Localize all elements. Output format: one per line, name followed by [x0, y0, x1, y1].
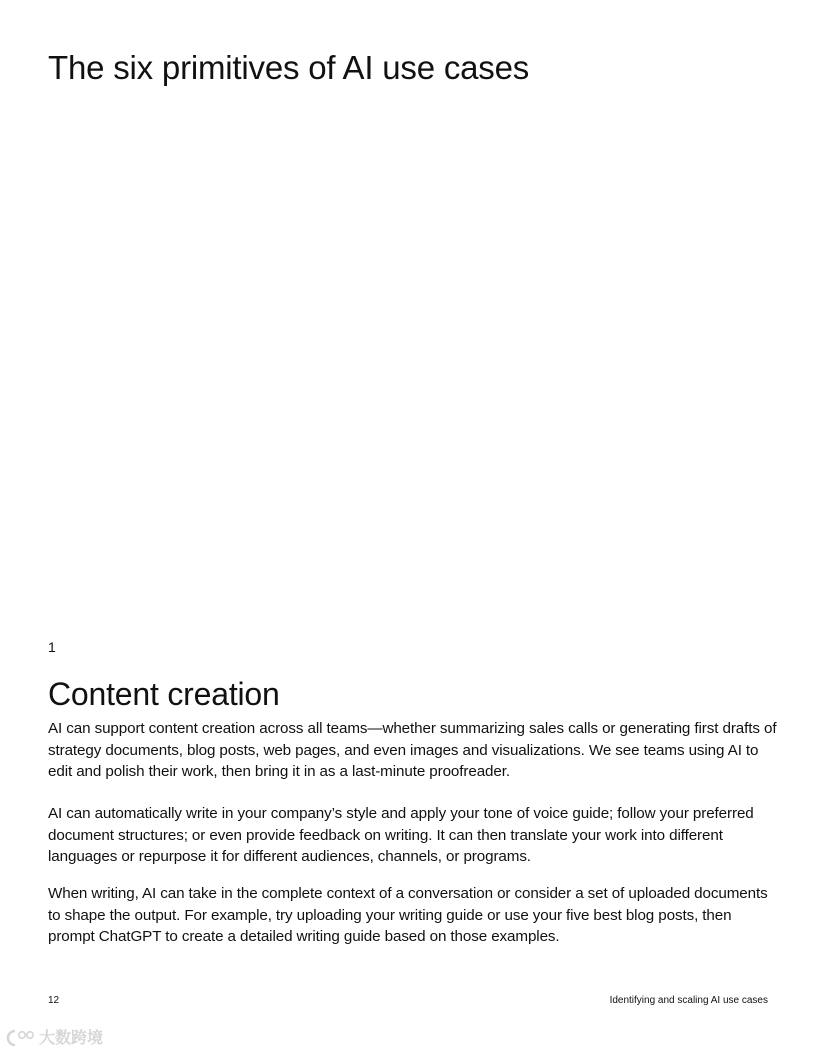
section-number: 1 — [48, 639, 56, 655]
body-paragraph-3: When writing, AI can take in the complete context of a conversation or consider a set of uploaded documents to shape the output. For example, try uploading your writing guide or use your five best blog posts, then prompt ChatGPT to create a detailed writing guide based on those examples. — [48, 885, 768, 945]
footer-document-title: Identifying and scaling AI use cases — [609, 995, 768, 1006]
watermark-text: 大数跨境 — [39, 1028, 104, 1047]
section-heading: Content creation — [48, 676, 280, 712]
footer-page-number: 12 — [48, 995, 60, 1006]
watermark-logo-icon — [6, 1028, 36, 1048]
watermark — [6, 1028, 103, 1048]
body-paragraph-1: AI can support content creation across all teams—whether summarizing sales calls or generating first drafts of strategy documents, blog posts, web pages, and even images and visualizations. We see teams using AI to edit and polish their work, then bring it in as a last-minute proofreader. — [48, 720, 777, 780]
page-title: The six primitives of AI use cases — [48, 49, 530, 86]
body-paragraph-2: AI can automatically write in your company’s style and apply your tone of voice guide; follow your preferred document structures; or even provide feedback on writing. It can then translate your work into different languages or repurpose it for different audiences, channels, or programs. — [48, 805, 754, 865]
